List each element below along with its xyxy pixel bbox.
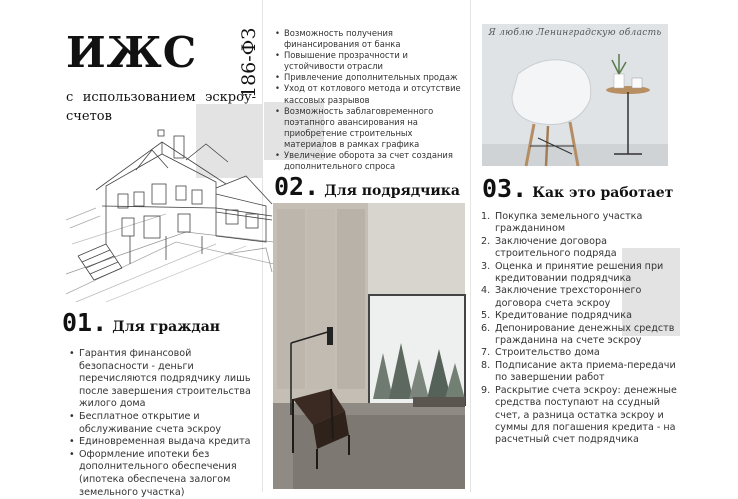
contractor-benefits-list [272, 28, 464, 172]
list-item: 5. Кредитование подрядчика [481, 310, 683, 322]
list-item: 1. Покупка земельного участка гражданином [481, 211, 683, 236]
list-item: • Повышение прозрачности и устойчивости отрасли [272, 50, 464, 72]
section-number: 03. [482, 174, 528, 203]
list-item: • Возможность заблаговременного поэтапного авансирования на приобретение строительных материалов в рамках графика [272, 106, 464, 150]
column-divider-right [470, 0, 471, 492]
list-item: • Оформление ипотеки без дополнительного обеспечения (ипотека обеспечена залогом земельного участка) [66, 449, 262, 499]
list-item: • Возможность получения финансирования от банка [272, 28, 464, 50]
list-item: 9. Раскрытие счета эскроу: денежные средства поступают на ссудный счет, а разница остатка эскроу и суммы для погашения кредита - на расчетный счет подрядчика [481, 385, 683, 447]
list-item: • Гарантия финансовой безопасности - деньги перечисляются подрядчику лишь после завершения строительства жилого дома [66, 348, 262, 411]
list-item: • Уход от котлового метода и отсутствие кассовых разрывов [272, 83, 464, 105]
list-item: • Единовременная выдача кредита [66, 436, 262, 449]
list-item: • Увеличение оборота за счет создания дополнительного спроса [272, 150, 464, 172]
list-item: 2. Заключение договора строительного подряда [481, 236, 683, 261]
list-item: 4. Заключение трехстороннего договора счета эскроу [481, 285, 683, 310]
page-title: ИЖС [66, 28, 198, 77]
section-title: Для граждан [112, 319, 221, 335]
list-item: • Привлечение дополнительных продаж [272, 72, 464, 83]
section-heading-citizens [62, 308, 220, 337]
list-item: 7. Строительство дома [481, 347, 683, 359]
section-number: 01. [62, 308, 108, 337]
house-sketch-illustration [66, 124, 274, 302]
section-heading-contractor [274, 172, 460, 201]
section-number: 02. [274, 172, 320, 201]
section-heading-how-it-works [482, 174, 673, 203]
list-item: 8. Подписание акта приема-передачи по завершении работ [481, 360, 683, 385]
list-item: 3. Оценка и принятие решения при кредитовании подрядчика [481, 261, 683, 286]
subtitle: с использованием эскроу-счетов [66, 90, 256, 124]
section-title: Как это работает [532, 185, 674, 201]
interior-photo [273, 203, 465, 489]
law-label: 186-ФЗ [238, 27, 260, 98]
list-item: 6. Депонирование денежных средств гражданина на счете эскроу [481, 323, 683, 348]
photo-caption: Я люблю Ленинградскую область [488, 28, 662, 38]
chair-photo [482, 24, 668, 166]
citizens-benefits-list [66, 348, 262, 499]
list-item: • Бесплатное открытие и обслуживание счета эскроу [66, 411, 262, 436]
how-it-works-steps [481, 211, 683, 447]
section-title: Для подрядчика [324, 183, 460, 199]
